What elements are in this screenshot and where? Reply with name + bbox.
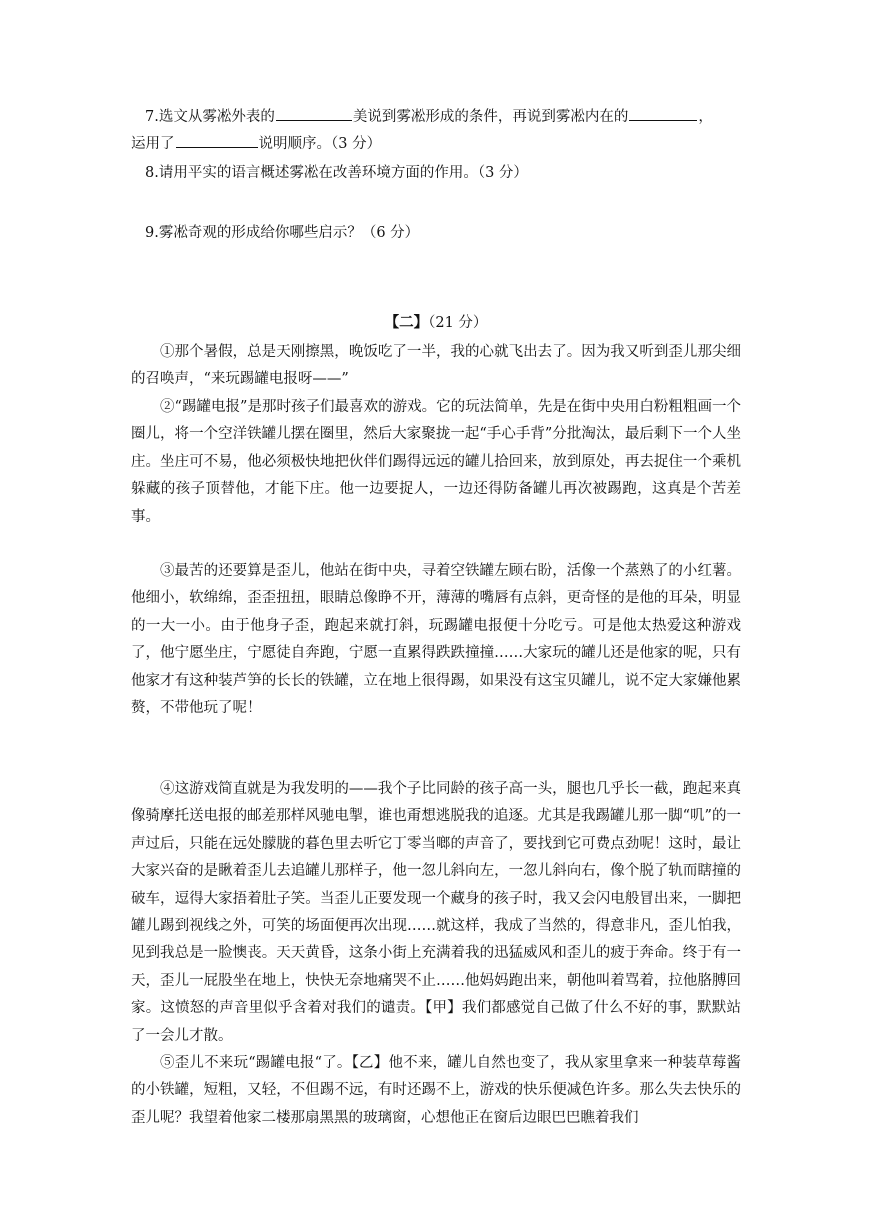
question-7-text-a: 7.选文从雾凇外表的 [145,109,275,125]
answer-blank-2[interactable] [629,119,697,121]
section-score: （21 分） [428,315,488,331]
paragraph-1: ①那个暑假，总是天刚擦黑，晚饭吃了一半，我的心就飞出去了。因为我又听到歪儿那尖细的召唤声，“来玩踢罐电报呀——” [131,344,741,388]
section-label: 【二】 [384,314,429,331]
question-9: 9.雾凇奇观的形成给你哪些启示？（6 分） [145,225,420,241]
question-7-text-d: 运用了 [131,136,175,152]
question-7-line-2 [131,131,741,157]
answer-blank-3[interactable] [176,146,258,148]
paragraph-3: ③最苦的还要算是歪儿，他站在街中央，寻着空铁罐左顾右盼，活像一个蒸熟了的小红薯。他细小，软绵绵，歪歪扭扭，眼睛总像睁不开，薄薄的嘴唇有点斜，更奇怪的是他的耳朵，明显的一大一小。由于他身子歪，跑起来就打斜，玩踢罐电报便十分吃亏。可是他太热爱这种游戏了，他宁愿坐庄，宁愿徒自奔跑，宁愿一直累得跌跌撞撞……大家玩的罐儿还是他家的呢，只有他家才有这种装芦笋的长长的铁罐，立在地上很得踢，如果没有这宝贝罐儿，说不定大家嫌他累赘，不带他玩了呢！ [131,563,741,717]
section-heading [131,310,741,336]
question-7-text-e: 说明顺序。（3 分） [258,136,382,152]
paragraph-5: ⑤歪儿不来玩“踢罐电报“了。【乙】他不来，罐儿自然也变了，我从家里拿来一种装草莓酱的小铁罐，短粗，又轻，不但踢不远，有时还踢不上，游戏的快乐便减色许多。那么失去快乐的歪儿呢？我望着他家二楼那扇黑黑的玻璃窗，心想他正在窗后边眼巴巴瞧着我们 [131,1055,741,1126]
paragraph-4: ④这游戏简直就是为我发明的——我个子比同龄的孩子高一头，腿也几乎长一截，跑起来真像骑摩托送电报的邮差那样风驰电掣，谁也甭想逃脱我的追逐。尤其是我踢罐儿那一脚“叽”的一声过后，只能在远处朦胧的暮色里去听它丁零当啷的声音了，要找到它可费点劲呢！这时，最让大家兴奋的是瞅着歪儿去追罐儿那样子，他一忽儿斜向左，一忽儿斜向右，像个脱了轨而瞎撞的破车，逗得大家捂着肚子笑。当歪儿正要发现一个藏身的孩子时，我又会闪电般冒出来，一脚把罐儿踢到视线之外，可笑的场面便再次出现……就这样，我成了当然的，得意非凡，歪儿怕我，见到我总是一脸懊丧。天天黄昏，这条小街上充满着我的迅猛威风和歪儿的疲于奔命。终于有一天，歪儿一屁股坐在地上，快快无奈地痛哭不止……他妈妈跑出来，朝他叫着骂着，拉他胳膊回家。这愤怒的声音里似乎含着对我们的谴责。【甲】我们都感觉自己做了什么不好的事，默默站了一会儿才散。 [131,781,741,1044]
question-8: 8.请用平实的语言概述雾凇在改善环境方面的作用。（3 分） [145,165,528,181]
question-7-text-c: ， [698,109,713,125]
answer-blank-1[interactable] [276,119,352,121]
question-7-text-b: 美说到雾凇形成的条件，再说到雾凇内在的 [352,109,629,125]
question-7 [131,104,741,130]
paragraph-2: ②“踢罐电报”是那时孩子们最喜欢的游戏。它的玩法简单，先是在街中央用白粉粗粗画一个圈儿，将一个空洋铁罐儿摆在圈里，然后大家聚拢一起“手心手背”分批淘汰，最后剩下一个人坐庄。坐庄可不易，他必须极快地把伙伴们踢得远远的罐儿拾回来，放到原处，再去捉住一个乘机躲藏的孩子顶替他，才能下庄。他一边要捉人，一边还得防备罐儿再次被踢跑，这真是个苦差事。 [131,399,741,525]
